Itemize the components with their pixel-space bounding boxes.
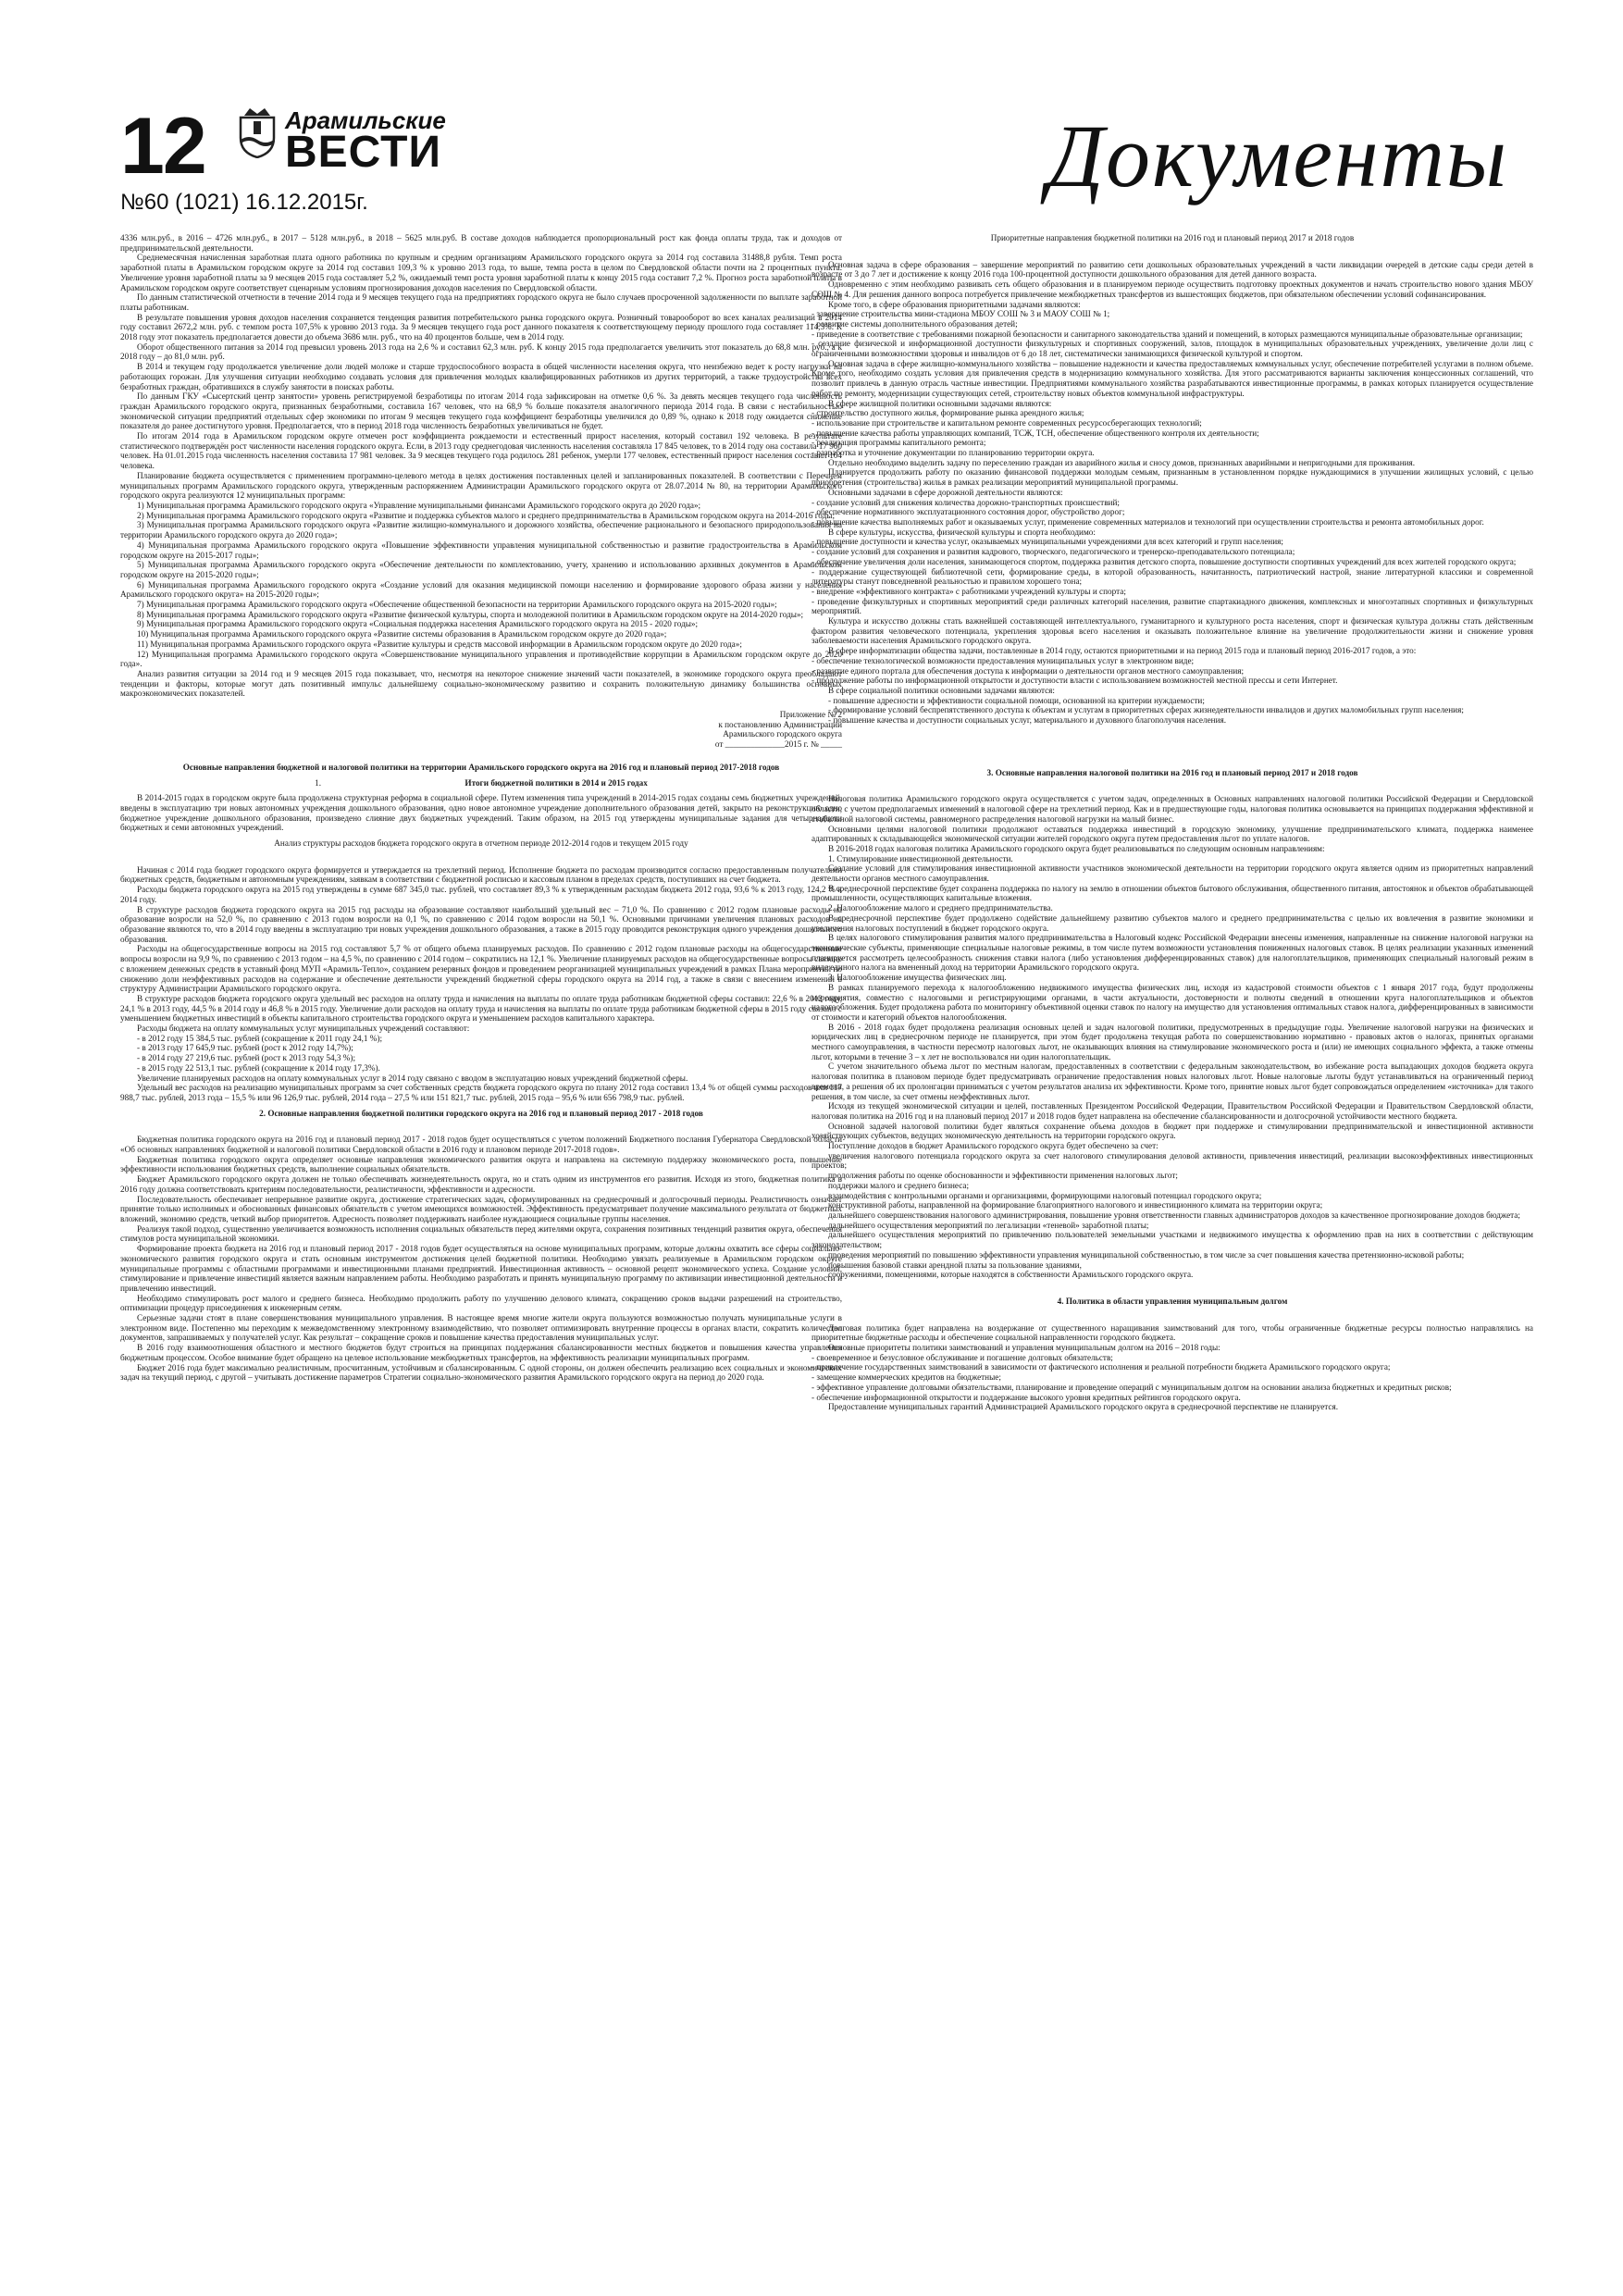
- list-item: - реализация программы капитального ремонта;: [812, 438, 986, 448]
- paragraph: В сфере социальной политики основными задачами являются:: [828, 685, 1055, 695]
- list-item: - повышение качества выполняемых работ и оказываемых услуг, применение современных материалов и технологий при осуществлении строительства и ремонта автомобильных дорог.: [812, 516, 1484, 527]
- section-title: Документы: [1047, 106, 1508, 205]
- list-item: увеличения налогового потенциала городского округа за счет налогового стимулирования деловой активности, привлечения инвестиций, реализации высокоэффективных инвестиционных проектов;: [812, 1150, 1533, 1171]
- paragraph: Реализуя такой подход, существенно увеличивается возможность исполнения социальных обязательств перед жителями округа, сохранения позитивных тенденций развития округа, обеспечения стимулов роста муниципальной экономики.: [120, 1223, 842, 1244]
- paragraph: 4336 млн.руб., в 2016 – 4726 млн.руб., в 2017 – 5128 млн.руб., в 2018 – 5625 млн.руб. В составе доходов наблюдается пропорциональный рост как фонда оплаты труда, так и доходов от предпринимательской деятельности.: [120, 233, 842, 253]
- program-item: 8) Муниципальная программа Арамильского городского округа «Развитие физической культуры, спорта и молодежной политики в Арамильском городском округе на 2014-2020 годы»;: [137, 609, 804, 619]
- appendix-line: от ______________2015 г. № _____: [714, 739, 842, 750]
- paragraph: По данным ГКУ «Сысертский центр занятости» уровень регистрируемой безработицы по итогам 2014 года зафиксирован на отметке 0,6 %. За девять месяцев текущего года численность граждан Арамильского городского округа, признанных безработными, составила 167 человек, что на 68,9 % больше показателя аналогичного периода 2014 года. В связи с нестабильностью экономической ситуации предприятий отдельных сфер экономики по итогам 9 месяцев текущего года коэффициент безработицы увеличился до 0,89 %, однако к 2018 году ожидается снижение показателя до ранее достигнутого уровня. Предполагается, что в период 2018 года численность безработных увеличиваться не будет.: [120, 391, 842, 431]
- paragraph: Начиная с 2014 года бюджет городского округа формируется и утверждается на трехлетний период. Исполнение бюджета по расходам производится согласно предоставленным получателями бюджетных средств, бюджетным и автономным учреждениям, заявкам в соответствии с бюджетной росписью и кассовым планом в пределах средств, поступивших на счет бюджета.: [120, 864, 842, 885]
- list-item: - в 2013 году 17 645,9 тыс. рублей (рост к 2012 году 14,7%);: [137, 1043, 353, 1053]
- list-item: - использование при строительстве и капитальном ремонте современных ресурсосберегающих технологий;: [812, 417, 1202, 428]
- list-item: - создание физической и информационной доступности физкультурных и спортивных сооружений, залов, площадок в муниципальных образовательных учреждениях, увеличение доли лиц с ограниченными возможностями здоровья и инвалидов от 6 до 18 лет, систематически занимающихся физической культурой и спортом.: [812, 339, 1533, 359]
- list-item: - обеспечение увеличения доли населения, занимающегося спортом, поддержка развития детского спорта, повышение доступности спортивных учреждений для всех жителей городского округа;: [812, 556, 1517, 566]
- paragraph: Бюджетная политика городского округа определяет основные направления экономического развития округа и направлена на системную поддержку экономического роста, повышение эффективности использования бюджетных средств, выполнение социальных обязательств.: [120, 1154, 842, 1174]
- list-item: - повышение качества и доступности социальных услуг, материального и духовного благополучия населения.: [828, 715, 1227, 726]
- list-item: дальнейшего совершенствования налогового администрирования, повышение уровня ответственности главных администраторов доходов за качественное прогнозирование доходов бюджета;: [828, 1210, 1520, 1220]
- section-2-title: 2. Основные направления бюджетной политики городского округа на 2016 год и плановый период 2017 - 2018 годов: [259, 1108, 703, 1118]
- paragraph: Основной задачей налоговой политики будет являться сохранение объема доходов в бюджет при поддержке и стимулировании предпринимательской и инвестиционной активности хозяйствующих субъектов, ведущих экономическую деятельность на территории городского округа.: [812, 1121, 1533, 1141]
- subsection-heading: 1. Стимулирование инвестиционной деятельности.: [828, 853, 1013, 863]
- list-item: - завершение строительства мини-стадиона МБОУ СОШ № 3 и МАОУ СОШ № 1;: [812, 309, 1110, 319]
- paragraph: Долговая политика будет направлена на воздержание от существенного наращивания заимствований для того, чтобы ограниченные бюджетные ресурсы полностью направлялись на приоритетные бюджетные расходы и обеспечение социальной направленности городского бюджета.: [812, 1322, 1533, 1343]
- paragraph: В 2016 - 2018 годах будет продолжена реализация основных целей и задач налоговой политики, предусмотренных в предыдущие годы. Увеличение налоговой нагрузки на физических и юридических лиц в среднесрочном периоде не планируется, при этом будет продолжена текущая работа по совершенствованию нормативно - правовых актов о налогах, принятых органами местного самоуправления, в частности пересмотр налоговых льгот, не оказывающих влияния на стимулирование экономического роста и (или) не имеющих социального эффекта, а также отмены льгот, которыми в течение 3 – х лет не воспользовался ни один налогоплательщик.: [812, 1022, 1533, 1061]
- paragraph: Планируется продолжить работу по оказанию финансовой поддержки молодым семьям, признанным в установленном порядке нуждающимися в улучшении жилищных условий, с целью приобретения (строительства) жилья в рамках реализации мероприятий муниципальной программы.: [812, 467, 1533, 488]
- paragraph: В 2014 и текущем году продолжается увеличение доли людей моложе и старше трудоспособного возраста в общей численности населения округа, что неизбежно ведет к росту нагрузки на работающих горожан. Для улучшения ситуации необходимо создавать условия для привлечения молодых квалифицированных работников из других территорий, а также трудоустройства всех безработных граждан, обратившихся в службу занятости в поисках работы.: [120, 362, 842, 391]
- list-item: - привлечение государственных заимствований в зависимости от фактического исполнения и реальной потребности бюджета Арамильского городского округа;: [812, 1362, 1391, 1372]
- list-item: - развитие системы дополнительного образования детей;: [812, 318, 1018, 329]
- section-1-number: 1.: [315, 777, 322, 788]
- paragraph: Среднемесячная начисленная заработная плата одного работника по крупным и средним организациям Арамильского городского округа за 2014 год составила 31488,8 рубля. Темп роста заработной платы в Арамильском городском округе за 2014 год составил 109,3 % к уровню 2013 года, то выше, темпа роста в целом по Свердловской области почти на 2 процентных пункта. Увеличение уровня заработной платы за 9 месяцев 2015 года составляет 5,2 %, ожидаемый темп роста уровня заработной платы к концу 2015 года составит 7,2 %. Прогноз роста заработной платы в Арамильском городском округе соответствует сценарным условиям прогнозирования доходов населения по Свердловской области.: [120, 253, 842, 292]
- paragraph: По итогам 2014 года в Арамильском городском округе отмечен рост коэффициента рождаемости и естественный прирост населения, который составил 192 человека. В результате статистического подтверждён рост численности населения городского округа. Если, в 2013 году среднегодовая численность населения составляла 17 845 человек, то в 2014 году она составила 17 960 человек. На 01.01.2015 года численность населения составила 17 981 человек. За 9 месяцев текущего года родилось 281 ребенок, умерли 177 человек, естественный прирост населения составил 104 человека.: [120, 431, 842, 471]
- priorities-title: Приоритетные направления бюджетной политики на 2016 год и плановый период 2017 и 2018 годов: [990, 233, 1355, 242]
- list-item: повышения базовой ставки арендной платы за пользование зданиями,: [828, 1260, 1082, 1270]
- left-column: [120, 233, 842, 1383]
- subsection-heading: 3. Налогообложение имущества физических лиц.: [828, 973, 1007, 983]
- paragraph: Оборот общественного питания за 2014 год превысил уровень 2013 года на 2,6 % и составил 62,3 млн. руб. К концу 2015 года предполагается увеличить этот показатель до 68,8 млн. руб., а к 2018 году – до 81,0 млн. руб.: [120, 341, 842, 362]
- list-item: - формирование условий беспрепятственного доступа к объектам и услугам в приоритетных сферах жизнедеятельности инвалидов и других маломобильных групп населения;: [828, 705, 1464, 715]
- paragraph: Расходы бюджета на оплату коммунальных услуг муниципальных учреждений составляют:: [137, 1024, 470, 1034]
- list-item: - развитие единого портала для обеспечения доступа к информации о деятельности органов местного самоуправления;: [812, 665, 1245, 676]
- paragraph: В 2014-2015 годах в городском округе была продолжена структурная реформа в социальной сфере. Путем изменения типа учреждений в 2014-2015 годах созданы семь бюджетных учреждений, введены в эксплуатацию три новых автономных учреждения дошкольного образования, одно новое автономное учреждение дополнительного образования детей, закрыто на реконструкцию одно бюджетное учреждение дошкольного образования, произведено слияние двух бюджетных учреждений. Таким образом, на 2015 год утверждены муниципальные задания для четырнадцати бюджетных и семи автономных учреждений.: [120, 793, 842, 833]
- newspaper-brand-top: Арамильские: [285, 106, 446, 134]
- paragraph: Увеличение планируемых расходов на оплату коммунальных услуг в 2014 году связано с вводом в эксплуатацию новых учреждений бюджетной сферы.: [137, 1073, 688, 1083]
- list-item: - создание условий для снижения количества дорожно-транспортных происшествий;: [812, 497, 1120, 507]
- paragraph: В среднесрочной перспективе будет продолжено содействие дальнейшему развитию субъектов малого и среднего предпринимательства с целью их вовлечения в развитие экономики и увеличения налоговых поступлений в бюджет городского округа.: [812, 912, 1533, 933]
- list-item: - в 2014 году 27 219,6 тыс. рублей (рост к 2013 году 54,3 %);: [137, 1053, 356, 1063]
- coat-of-arms-icon: [237, 106, 278, 158]
- paragraph: Расходы бюджета городского округа на 2015 год утверждены в сумме 687 345,0 тыс. рублей, что составляет 89,3 % к утвержденным расходам бюджета 2012 года, 93,6 % к 2013 году, 124,2 % к 2014 году.: [120, 885, 842, 904]
- list-item: - проведение физкультурных и спортивных мероприятий среди различных категорий населения, развитие спартакиадного движения, комплексных и многоэтапных спортивных и физкультурных мероприятий.: [812, 596, 1533, 616]
- program-item: 3) Муниципальная программа Арамильского городского округа «Развитие жилищно-коммунального и дорожного хозяйства, обеспечение рационального и безопасного природопользования на территории Арамильского городского округа до 2020 года»;: [120, 520, 842, 540]
- paragraph: В целях налогового стимулирования развития малого предпринимательства в Налоговый кодекс Российской Федерации внесены изменения, направленные на снижение налоговой нагрузки на экономические субъекты, применяющие специальные налоговые режимы, в том числе путем возможности установления пониженных налоговых ставок. В целях реализации указанных изменений планируется рассмотреть целесообразность снижения ставки налога (либо установления дифференцированных ставок) для налогоплательщиков, применяющих специальный налоговый режим в виде единого налога на вмененный доход на территории Арамильского городского округа.: [812, 933, 1533, 973]
- program-item: 2) Муниципальная программа Арамильского городского округа «Развитие и поддержка субъектов малого и среднего предпринимательства в Арамильском городском округа на 2014-2016 годы;: [137, 510, 835, 520]
- paragraph: В 2016 году взаимоотношения областного и местного бюджетов будут строиться на принципах поддержания сбалансированности местных бюджетов и повышения качества управления бюджетным процессом. Особое внимание будет обращено на целевое использование межбюджетных трансфертов, на эффективность реализации муниципальных программ.: [120, 1343, 842, 1362]
- list-item: поддержки малого и среднего бизнеса;: [828, 1180, 970, 1190]
- program-item: 4) Муниципальная программа Арамильского городского округа «Повышение эффективности управления муниципальной собственностью и развитие градостроительства в Арамильском городском округе на 2015-2017 годы»;: [120, 540, 842, 560]
- paragraph: В среднесрочной перспективе будет сохранена поддержка по налогу на землю в отношении объектов бытового обслуживания, общественного питания, автостоянок и объектов обрабатывающей промышленности, осуществляющих капитальные вложения.: [812, 883, 1533, 903]
- list-item: - поддержание существующей библиотечной сети, формирование среды, в которой образованность, начитанность, патриотический настрой, знание литературной классики и современной литературы станут повседневной реальностью и правилом хорошего тона;: [812, 566, 1533, 587]
- appendix-line: Приложение № 2: [779, 710, 842, 720]
- paragraph: Отдельно необходимо выделить задачу по переселению граждан из аварийного жилья и сносу домов, признанных аварийными и непригодными для проживания.: [828, 457, 1416, 467]
- newspaper-brand-main: ВЕСТИ: [285, 128, 441, 177]
- list-item: - создание условий для сохранения и развития кадрового, творческого, педагогического и тренерско-преподавательского потенциала;: [812, 547, 1295, 557]
- list-item: - обеспечение нормативного эксплуатационного состояния дорог, обустройство дорог;: [812, 507, 1125, 517]
- section-4-title: 4. Политика в области управления муниципальным долгом: [1057, 1296, 1288, 1306]
- paragraph: Основными задачами в сфере дорожной деятельности являются:: [828, 487, 1063, 497]
- paragraph: Кроме того, в сфере образования приоритетными задачами являются:: [828, 299, 1081, 309]
- list-item: дальнейшего осуществления мероприятий по легализации «теневой» заработной платы;: [828, 1220, 1149, 1230]
- list-item: взаимодействия с контрольными органами и организациями, формирующими налоговый потенциал городского округа;: [828, 1190, 1262, 1200]
- document-main-title: Основные направления бюджетной и налоговой политики на территории Арамильского городского округа на 2016 год и плановый период 2017-2018 годов: [182, 762, 780, 772]
- list-item: - обеспечение информационной открытости и поддержание высокого уровня кредитных рейтингов городского округа.: [812, 1392, 1241, 1402]
- list-item: - повышение качества работы управляющих компаний, ТСЖ, ТСН, обеспечение общественного контроля их деятельности;: [812, 428, 1259, 438]
- list-item: - обеспечение технологической возможности предоставления муниципальных услуг в электронном виде;: [812, 655, 1195, 665]
- paragraph: Культура и искусство должны стать важнейшей составляющей интеллектуального, гуманитарного и культурного роста населения, спорт и физическая культура должны стать действенным фактором развития человеческого потенциала, укрепления здоровья всего населения и оказывать положительное влияние на увеличение продолжительности жизни и снижение уровня заболеваемости населения Арамильского городского округа.: [812, 616, 1533, 646]
- paragraph: В результате повышения уровня доходов населения сохраняется тенденция развития потребительского рынка городского округа. Розничный товарооборот во всех каналах реализации в 2014 году составил 2672,2 млн. руб. с темпом роста 107,5% к уровню 2013 года. За 9 месяцев текущего года рост данного показателя к соответствующему периоду прошлого года составляет 114,3%. К 2018 году этот показатель предполагается довести до объема 3686 млн. руб., что на 40 процентов больше, чем в 2014 году.: [120, 312, 842, 342]
- program-item: 1) Муниципальная программа Арамильского городского округа «Управление муниципальными финансами Арамильского городского округа до 2020 года»;: [137, 500, 701, 510]
- paragraph: Формирование проекта бюджета на 2016 год и плановый период 2017 - 2018 годов будет осуществляться на основе муниципальных программ, которые должны охватить все сферы социально-экономического развития городского округа и стать основным инструментом достижения целей бюджетной политики. Необходимо увязать реализуемые в Арамильском городском округе муниципальные программы с областными программами и инвестиционными планами предприятий. Инвестиционная активность – основной рецепт экономического успеха. Создание условий, стимулирование и привлечение инвестиций является важным направлением работы. Необходимо разработать и принять муниципальную программу по активизации инвестиционной деятельности и привлечению инвестиций.: [120, 1244, 842, 1293]
- subsection-heading: 2. Налогообложение малого и среднего предпринимательства.: [828, 903, 1053, 913]
- paragraph: В сфере культуры, искусства, физической культуры и спорта необходимо:: [828, 527, 1096, 537]
- list-item: сооружениями, помещениями, которые находятся в собственности Арамильского городского округа.: [828, 1270, 1194, 1280]
- list-item: проведения мероприятий по повышению эффективности управления муниципальной собственностью, в том числе за счет повышения качества претензионно-исковой работы;: [828, 1249, 1465, 1260]
- list-item: продолжения работы по оценке обоснованности и эффективности применения налоговых льгот;: [828, 1171, 1178, 1181]
- list-item: - замещение коммерческих кредитов на бюджетные;: [812, 1372, 1001, 1383]
- paragraph: Планирование бюджета осуществляется с применением программно-целевого метода в целях достижения поставленных целей и запланированных показателей. В соответствии с Перечнем муниципальных программ Арамильского городского округа, утвержденным распоряжением Администрации Арамильского городского округа от 28.07.2014 № 80, на территории Арамильского городского округа реализуются 12 муниципальных программ:: [120, 470, 842, 501]
- appendix-line: к постановлению Администрации: [718, 719, 842, 729]
- paragraph: Основная задача в сфере жилищно-коммунального хозяйства – повышение надежности и качества предоставляемых коммунальных услуг, обеспечение потребителей услугами в полном объеме. Кроме того, необходимо создать условия для привлечения средств в модернизацию коммунального хозяйства. Для этого рассматриваются варианты заключения концессионных соглашений, что позволит привлечь в данную отрасль частные инвестиции. Предприятиями коммунального хозяйства разрабатываются инвестиционные программы, в рамках которых планируется осуществление работ по ремонту, модернизации существующих сетей, строительству новых объектов коммунальной инфраструктуры.: [812, 358, 1533, 398]
- list-item: - своевременное и безусловное обслуживание и погашение долговых обязательств;: [812, 1352, 1113, 1362]
- paragraph: Основная задача в сфере образования – завершение мероприятий по развитию сети дошкольных образовательных учреждений в части ликвидации очередей в детские сады среди детей в возрасте от 3 до 7 лет и достижение к концу 2016 года 100-процентной доступности дошкольного образования для детей данного возраста.: [812, 259, 1533, 279]
- list-item: - внедрение «эффективного контракта» с работниками учреждений культуры и спорта;: [812, 586, 1126, 596]
- list-item: - разработка и уточнение документации по планированию территории округа.: [812, 448, 1095, 458]
- paragraph: Анализ развития ситуации за 2014 год и 9 месяцев 2015 года показывает, что, несмотря на некоторое снижение значений части показателей, в экономике городского округа преобладают тенденции и факторы, которые могут дать позитивный импульс дальнейшему социально-экономическому развитию и сохранить положительную динамику большинства основных макроэкономических показателей.: [120, 668, 842, 699]
- list-item: - в 2015 году 22 513,1 тыс. рублей (сокращение к 2014 году 17,3%).: [137, 1062, 380, 1073]
- paragraph: Бюджет 2016 года будет максимально реалистичным, просчитанным, устойчивым и сбалансированным. С одной стороны, он должен обеспечить реализацию всех социальных и экономических задач на текущий период, с другой – учитывать достижение параметров Стратегии социально-экономического развития Арамильского городского округа на период до 2020 года.: [120, 1362, 842, 1383]
- section-3-title: 3. Основные направления налоговой политики на 2016 год и плановый период 2017 и 2018 годов: [986, 767, 1358, 777]
- page-number: 12: [120, 102, 205, 191]
- analysis-caption: Анализ структуры расходов бюджета городского округа в отчетном периоде 2012-2014 годов и текущем 2015 году: [274, 838, 688, 849]
- paragraph: Налоговая политика Арамильского городского округа осуществляется с учетом задач, определенных в Основных направлениях налоговой политики Российской Федерации и Свердловской области, с учетом предполагаемых изменений в налоговой сфере на трехлетний период. Как и в предшествующие годы, налоговая политика основывается на принципах поддержания эффективной и стабильной налоговой системы, равномерного распределения налоговой нагрузки на малый бизнес.: [812, 794, 1533, 824]
- paragraph: В 2016-2018 годах налоговая политика Арамильского городского округа будет реализовываться по следующим основным направлениям:: [828, 843, 1325, 853]
- paragraph: По данным статистической отчетности в течение 2014 года и 9 месяцев текущего года на предприятиях городского округа не было случаев просроченной задолженности по выплате заработной платы работникам.: [120, 292, 842, 312]
- appendix-block: [120, 710, 842, 750]
- paragraph: В сфере жилищной политики основными задачами являются:: [828, 398, 1052, 408]
- program-item: 5) Муниципальная программа Арамильского городского округа «Обеспечение деятельности по комплектованию, учету, хранению и использованию архивных документов в Арамильском городском округе на 2015-2020 годы»;: [120, 560, 842, 579]
- list-item: - строительство доступного жилья, формирование рынка арендного жилья;: [812, 408, 1084, 418]
- paragraph: В рамках планируемого перехода к налогообложению недвижимого имущества физических лиц, исходя из кадастровой стоимости объектов с 1 января 2017 года, будут продолжены мероприятия, совместно с налоговыми и регистрирующими органами, в части актуальности, достоверности и полноты сведений в отношении круга налогоплательщиков и объектов налогообложения. Будет продолжена работа по мониторингу объективной оценки ставок по налогу на имущество для установления оптимальных ставок налога, дифференцированных в зависимости от стоимости и категорий объектов налогообложения.: [812, 982, 1533, 1022]
- paragraph: В структуре расходов бюджета городского округа удельный вес расходов на оплату труда и начисления на выплаты по оплате труда работникам бюджетной сферы составил: 22,6 % в 2012 году, 24,1 % в 2013 году, 44,5 % в 2014 году и 46,8 % в 2015 году. Увеличение доли расходов на оплату труда и начисления на выплаты по оплате труда работникам бюджетной сферы в 2015 году связано с уменьшением бюджетных инвестиций в объекты капитального строительства городского округа и уменьшением расходов капитального характера.: [120, 993, 842, 1024]
- paragraph: В структуре расходов бюджета городского округа на 2015 год расходы на образование составляют наибольший удельный вес – 71,0 %. По сравнению с 2012 годом плановые расходы на образование возросли на 52,0 %, по сравнению с 2013 годом возросли на 0,1 %, по сравнению с 2014 годом возросли на 50,1 %. Основными причинами увеличения плановых расходов на образование являются то, что в 2014 году введены в эксплуатацию три новых учреждения дошкольного образования, а также в 2015 году проводится реконструкция одного учреждения дошкольного образования.: [120, 904, 842, 944]
- section-1-heading: [120, 778, 842, 788]
- program-item: 9) Муниципальная программа Арамильского городского округа «Социальная поддержка населения Арамильского городского округа на 2015 - 2020 годы»;: [137, 619, 699, 629]
- right-column: [812, 233, 1533, 1412]
- list-item: дальнейшего осуществления мероприятий по привлечению пользователей земельными участками и недвижимого имущества к оформлению прав на них в соответствии с действующим законодательством;: [812, 1230, 1533, 1250]
- appendix-line: Арамильского городского округа: [723, 729, 842, 739]
- masthead: [120, 102, 1508, 227]
- list-item: конструктивной работы, направленной на формирование благоприятного налогового и инвестиционного климата на территории округа;: [828, 1200, 1323, 1210]
- list-item: - повышение адресности и эффективности социальной помощи, основанной на критерии нуждаемости;: [828, 695, 1205, 705]
- paragraph: Серьезные задачи стоят в плане совершенствования муниципального управления. В настоящее время многие жители округа пользуются возможностью получать муниципальные услуги в электронном виде. Постепенно мы переходим к межведомственному электронному взаимодействию, что позволяет оптимизировать внутренние процессы в органах власти, сократить количество документов, запрашиваемых у получателей услуг. Как результат – сокращение сроков и повышение качества предоставления муниципальных услуг.: [120, 1313, 842, 1343]
- program-item: 6) Муниципальная программа Арамильского городского округа «Создание условий для оказания медицинской помощи населению и формирование здорового образа жизни у населения Арамильского городского округа» на 2015-2020 годы»;: [120, 579, 842, 600]
- program-item: 11) Муниципальная программа Арамильского городского округа «Развитие культуры и средств массовой информации в Арамильском городском округе до 2020 года»;: [137, 639, 742, 649]
- paragraph: Бюджетная политика городского округа на 2016 год и плановый период 2017 - 2018 годов будет осуществляться с учетом положений Бюджетного послания Губернатора Свердловской области «Об основных направлениях бюджетной и налоговой политики Свердловской области в 2016 году и плановом периоде 2017-2018 годов».: [120, 1135, 842, 1155]
- list-item: - повышение доступности и качества услуг, оказываемых муниципальными учреждениями для всех категорий и групп населения;: [812, 537, 1283, 547]
- paragraph: Основные приоритеты политики заимствований и управления муниципальным долгом на 2016 – 2018 годы:: [828, 1343, 1220, 1353]
- paragraph: Последовательность обеспечивает непрерывное развитие округа, достижение стратегических задач, сформулированных на среднесрочный и долгосрочный периоды. Реалистичность означает принятие только исполнимых и обоснованных финансовых обязательств с учетом имеющихся возможностей. Эффективность предусматривает получение максимального результата от бюджетных вложений, экономию средств, четкий выбор приоритетов. Адресность позволяет поддерживать наиболее нуждающиеся социальные группы населения.: [120, 1194, 842, 1223]
- program-item: 10) Муниципальная программа Арамильского городского округа «Развитие системы образования в Арамильском городском округе до 2020 года»;: [137, 629, 667, 639]
- paragraph: Необходимо стимулировать рост малого и среднего бизнеса. Необходимо продолжить работу по улучшению делового климата, сокращению сроков выдачи разрешений на строительство, оптимизации процедур присоединения к инженерным сетям.: [120, 1293, 842, 1313]
- paragraph: Одновременно с этим необходимо развивать сеть общего образования и в планируемом периоде осуществить подготовку проектных документов и начать строительство нового здания МБОУ СОШ № 4. Для решения данного вопроса потребуется привлечение межбюджетных трансфертов из вышестоящих бюджетов, при обязательном обеспечении условий софинансирования.: [812, 279, 1533, 299]
- paragraph: Предоставление муниципальных гарантий Администрацией Арамильского городского округа в среднесрочной перспективе не планируется.: [828, 1402, 1339, 1412]
- paragraph: Поступление доходов в бюджет Арамильского городского округа будет обеспечено за счет:: [828, 1141, 1158, 1151]
- program-item: 7) Муниципальная программа Арамильского городского округа «Обеспечение общественной безопасности на территории Арамильского городского округа на 2015-2020 годы»;: [137, 600, 777, 610]
- list-item: - продолжение работы по информационной открытости и доступности власти с использованием возможностей местной прессы и сети Интернет.: [812, 676, 1338, 686]
- list-item: - в 2012 году 15 384,5 тыс. рублей (сокращение к 2011 году 24,1 %);: [137, 1033, 383, 1043]
- paragraph: В сфере информатизации общества задачи, поставленные в 2014 году, остаются приоритетными и на период 2015 года и плановый период 2016-2017 годов, а это:: [828, 646, 1417, 656]
- section-1-title: Итоги бюджетной политики в 2014 и 2015 годах: [465, 777, 648, 788]
- paragraph: Расходы на общегосударственные вопросы на 2015 год составляют 5,7 % от общего объема планируемых расходов. По сравнению с 2012 годом плановые расходы на общегосударственные вопросы возросли на 9,9 %, по сравнению с 2013 годом – на 4,5 %, по сравнению с 2014 годом – сократились на 12,1 %. Увеличение планируемых расходов на общегосударственные вопросы связано с вложением денежных средств в уставный фонд МУП «Арамиль-Тепло», созданием резервных фондов и проведением реорганизацией муниципальных учреждений в рамках Плана мероприятий по снижению доли неэффективных расходов на содержание и обеспечение деятельности учреждений бюджетной сферы городского округа на 2014 год, а также в связи с внесением изменений в структуру Администрации Арамильского городского округа.: [120, 944, 842, 994]
- paragraph: С учетом значительного объема льгот по местным налогам, предоставленных в соответствии с федеральным законодательством, во избежание роста выпадающих доходов бюджета округа налоговая политика в плановом периоде будет предусматривать ограничение предоставления новых налоговых льгот. Новые налоговые льготы будут устанавливаться на ограниченный период времени, а решения об их пролонгации приниматься с учетом результатов анализа их эффективности. Кроме того, принятие новых льгот будет сопровождаться определением «источника» для такого решения, в том числе, за счет отмены неэффективных льгот.: [812, 1061, 1533, 1101]
- paragraph: Основными целями налоговой политики продолжают оставаться поддержка инвестиций в городскую экономику, улучшение предпринимательского климата, поддержка наименее адаптированных к складывающейся экономической ситуации жителей городского округа путем предоставления льгот по уплате налогов.: [812, 824, 1533, 844]
- paragraph: Исходя из текущей экономической ситуации и целей, поставленных Президентом Российской Федерации, Правительством Российской Федерации и Правительством Свердловской области, налоговая политика на 2016 год и на плановый период 2017 и 2018 годов будет направлена на обеспечение сбалансированности и долгосрочной устойчивости местного бюджета.: [812, 1101, 1533, 1121]
- paragraph: Удельный вес расходов на реализацию муниципальных программ за счет собственных средств бюджета городского округа по плану 2012 года составил 13,4 % от общей суммы расходов или 117 988,7 тыс. рублей, 2013 года – 15,5 % или 96 126,9 тыс. рублей, 2014 года – 27,5 % или 151 821,7 тыс. рублей, 2015 года – 95,6 % или 656 798,9 тыс. рублей.: [120, 1083, 842, 1102]
- issue-number: №60 (1021) 16.12.2015г.: [120, 190, 368, 215]
- paragraph: Бюджет Арамильского городского округа должен не только обеспечивать жизнедеятельность округа, но и стать одним из инструментов его развития. Исходя из этого, бюджетная политика в 2016 году должна соответствовать критериям последовательности, реалистичности, эффективности и адресности.: [120, 1174, 842, 1194]
- program-item: 12) Муниципальная программа Арамильского городского округа «Совершенствование муниципального управления и противодействие коррупции в Арамильском городском округе до 2020 года».: [120, 649, 842, 669]
- list-item: - приведение в соответствие с требованиями пожарной безопасности и санитарного законодательства зданий и помещений, в которых размещаются муниципальные образовательные организации;: [812, 329, 1523, 339]
- paragraph: Создание условий для стимулирования инвестиционной активности участников экономической деятельности на территории городского округа является одним из приоритетных направлений деятельности органов местного самоуправления.: [812, 863, 1533, 884]
- list-item: - эффективное управление долговыми обязательствами, планирование и проведение операций с муниципальным долгом на основании анализа бюджетных и кредитных рисков;: [812, 1382, 1452, 1392]
